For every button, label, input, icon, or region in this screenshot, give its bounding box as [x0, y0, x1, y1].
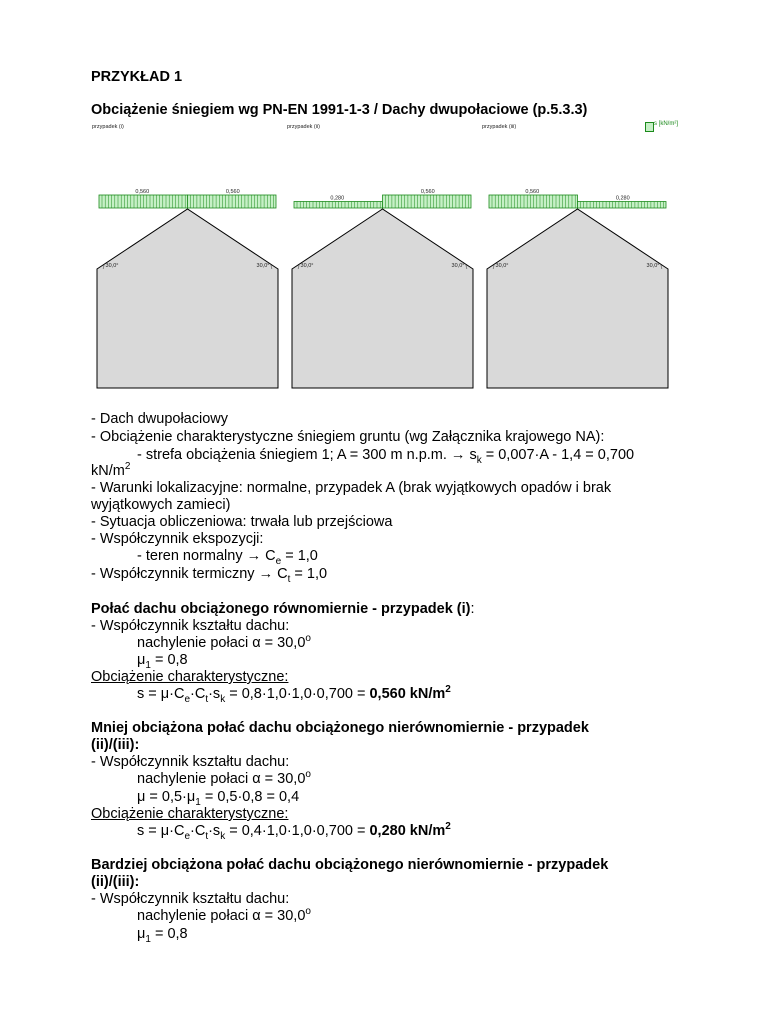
section3-title: Bardziej obciążona połać dachu obciążonego nierównomiernie - przypadek: [91, 857, 609, 873]
thermal-coef: - Współczynnik termiczny → $C_t = 1,0$: [91, 566, 328, 585]
case-3-right-angle: 30,0°: [646, 263, 660, 269]
exposure-coef-header: - Współczynnik ekspozycji:: [91, 531, 264, 547]
document-subtitle: Obciążenie śniegiem wg PN-EN 1991-1-3 / Dachy dwupołaciowe (p.5.3.3): [91, 102, 588, 118]
case-3-right-load-block: [578, 202, 667, 209]
legend-unit: s [kN/m²]: [654, 121, 678, 127]
case-2-right-angle: 30,0°: [451, 263, 465, 269]
case-2-label: przypadek (ii): [287, 124, 321, 130]
design-situation: - Sytuacja obliczeniowa: trwała lub przejściowa: [91, 514, 393, 530]
case-1-building: [97, 209, 278, 388]
case-2-left-value: 0,280: [330, 195, 345, 202]
section3-mu: $\mu_1 = 0,8$: [137, 926, 188, 945]
case-2-right-value: 0,560: [420, 189, 435, 195]
section1-slope: nachylenie połaci $\alpha = 30,0^o$: [137, 633, 311, 651]
snow-zone-unit: $kN/m^2$: [91, 461, 131, 479]
case-2-left-load-block: [294, 202, 383, 209]
section2-slope: nachylenie połaci $\alpha = 30,0^o$: [137, 769, 311, 787]
case-3-left-value: 0,560: [525, 189, 540, 195]
case-3-label: przypadek (iii): [482, 124, 517, 130]
section3-slope: nachylenie połaci $\alpha = 30,0^o$: [137, 906, 311, 924]
section1-shape-coef: - Współczynnik kształtu dachu:: [91, 618, 290, 634]
case-1-right-angle: 30,0°: [256, 263, 270, 269]
case-3-right-value: 0,280: [615, 195, 630, 202]
case-1-label: przypadek (i): [92, 124, 124, 130]
case-1-left-load-block: [99, 195, 188, 208]
section2-load-header: Obciążenie charakterystyczne:: [91, 806, 289, 822]
section3-shape-coef: - Współczynnik kształtu dachu:: [91, 891, 290, 907]
legend-swatch: [645, 122, 654, 132]
case-1-left-angle: 30,0°: [105, 263, 119, 269]
section1-formula: $s = \mu\cdot C_e\cdot C_t\cdot s_k = 0,8\cdot 1,0\cdot 1,0\cdot 0,700 = 0,560$ $kN/m^2$: [137, 684, 451, 705]
case-2-building: [292, 209, 473, 388]
case-1-left-value: 0,560: [135, 189, 150, 195]
case-3-left-load-block: [489, 195, 578, 208]
section2-mu: $\mu = 0,5\cdot\mu_1 = 0,5\cdot 0,8 = 0,4$: [137, 789, 300, 808]
case-2-right-load-block: [383, 195, 472, 208]
case-3-building: [487, 209, 668, 388]
case-2-left-angle: 30,0°: [300, 263, 314, 269]
section1-load-header: Obciążenie charakterystyczne:: [91, 669, 289, 685]
section2-shape-coef: - Współczynnik kształtu dachu:: [91, 754, 290, 770]
case-3-left-angle: 30,0°: [495, 263, 509, 269]
exposure-coef: - teren normalny → $C_e = 1,0$: [137, 548, 318, 567]
section3-title-cont: (ii)/(iii):: [91, 874, 140, 890]
case-1-right-value: 0,560: [225, 189, 240, 195]
snow-zone-line: - strefa obciążenia śniegiem 1; A = 300 m n.p.m. → $s_k = 0,007\cdot A - 1,4 = 0,700$: [137, 447, 635, 466]
location-conditions: - Warunki lokalizacyjne: normalne, przypadek A (brak wyjątkowych opadów i brak: [91, 480, 612, 496]
snow-load-diagram: [0, 118, 768, 390]
section1-title: Połać dachu obciążonego równomiernie - przypadek (i):: [91, 601, 475, 617]
section2-title: Mniej obciążona połać dachu obciążonego nierównomiernie - przypadek: [91, 720, 589, 736]
case-1-right-load-block: [188, 195, 277, 208]
roof-type: - Dach dwupołaciowy: [91, 411, 229, 427]
example-title: PRZYKŁAD 1: [91, 69, 183, 85]
section1-mu: $\mu_1 = 0,8$: [137, 652, 188, 671]
location-conditions-cont: wyjątkowych zamieci): [91, 497, 231, 513]
section2-formula: $s = \mu\cdot C_e\cdot C_t\cdot s_k = 0,4\cdot 1,0\cdot 1,0\cdot 0,700 = 0,280$ $kN/m^2$: [137, 821, 451, 842]
section2-title-cont: (ii)/(iii):: [91, 737, 140, 753]
ground-load-header: - Obciążenie charakterystyczne śniegiem gruntu (wg Załącznika krajowego NA):: [91, 429, 605, 445]
